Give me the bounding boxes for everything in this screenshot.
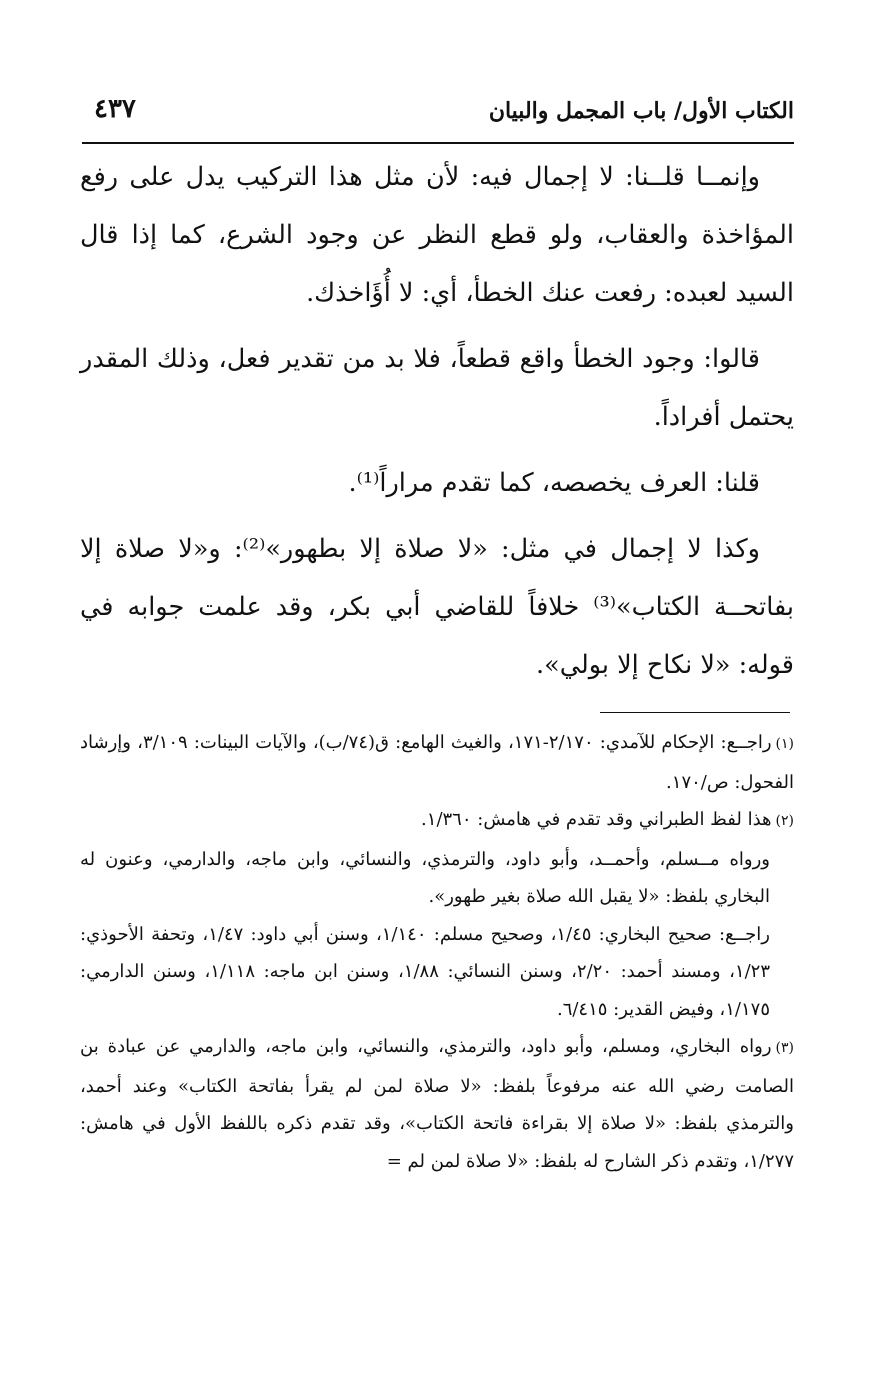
footnote-continuation: ورواه مــسلم، وأحمــد، وأبو داود، والترمذي، والنسائي، وابن ماجه، والدارمي، وعنون له البخاري بلفظ: «لا يقبل الله صلاة بغير طهور».: [80, 848, 770, 907]
footnote-number: (٣): [775, 1040, 794, 1056]
paragraph: قلنا: العرف يخصصه، كما تقدم مراراً⁽¹⁾.: [348, 468, 760, 498]
footnote-text: راجــع: الإحكام للآمدي: ٢/١٧٠-١٧١، والغيث الهامع: ق(٧٤/ب)، والآيات البينات: ٣/١٠٩، وإرشاد الفحول: ص/١٧٠.: [80, 732, 794, 793]
footnote-number: (٢): [775, 813, 794, 829]
footnotes: [80, 724, 794, 1180]
paragraph: وكذا لا إجمال في مثل: «لا صلاة إلا بطهور»⁽²⁾: و«لا صلاة إلا بفاتحــة الكتاب»⁽³⁾ خلافاً للقاضي أبي بكر، وقد علمت جوابه في قوله: «لا نكاح إلا بولي».: [80, 534, 794, 680]
footnote-number: (١): [775, 736, 795, 752]
footnote-separator: [600, 712, 790, 713]
footnote: [80, 724, 794, 801]
header-rule: [82, 142, 794, 144]
page-header: [82, 88, 794, 132]
footnote: [80, 1028, 794, 1180]
paragraph: وإنمــا قلــنا: لا إجمال فيه: لأن مثل هذا التركيب يدل على رفع المؤاخذة والعقاب، ولو قطع النظر عن وجود الشرع، كما إذا قال السيد لعبده: رفعت عنك الخطأ، أي: لا أُؤَاخذك.: [80, 162, 794, 308]
footnote-text: رواه البخاري، ومسلم، وأبو داود، والترمذي، والنسائي، وابن ماجه، والدارمي عن عبادة بن الصامت رضي الله عنه مرفوعاً بلفظ: «لا صلاة لمن لم يقرأ بفاتحة الكتاب» وعند أحمد، والترمذي بلفظ: «لا صلاة إلا بقراءة فاتحة الكتاب»، وقد تقدم ذكره باللفظ الأول في هامش: ١/٢٧٧، وتقدم ذكر الشارح له بلفظ: «لا صلاة لمن لم =: [80, 1036, 794, 1172]
footnote-text: هذا لفظ الطبراني وقد تقدم في هامش: ١/٣٦٠.: [421, 809, 772, 830]
running-title: الكتاب الأول/ باب المجمل والبيان: [488, 98, 794, 124]
page-number: ٤٣٧: [94, 94, 136, 124]
paragraph: قالوا: وجود الخطأ واقع قطعاً، فلا بد من تقدير فعل، وذلك المقدر يحتمل أفراداً.: [80, 344, 794, 432]
footnote: [80, 801, 794, 841]
footnote-continuation: راجــع: صحيح البخاري: ١/٤٥، وصحيح مسلم: ١/١٤٠، وسنن أبي داود: ١/٤٧، وتحفة الأحوذي: ١/٢٣، ومسند أحمد: ٢/٢٠، وسنن النسائي: ١/٨٨، وسنن ابن ماجه: ١/١١٨، وسنن الدارمي: ١/١٧٥، وفيض القدير: ٦/٤١٥.: [80, 923, 770, 1020]
main-text: [80, 148, 794, 702]
